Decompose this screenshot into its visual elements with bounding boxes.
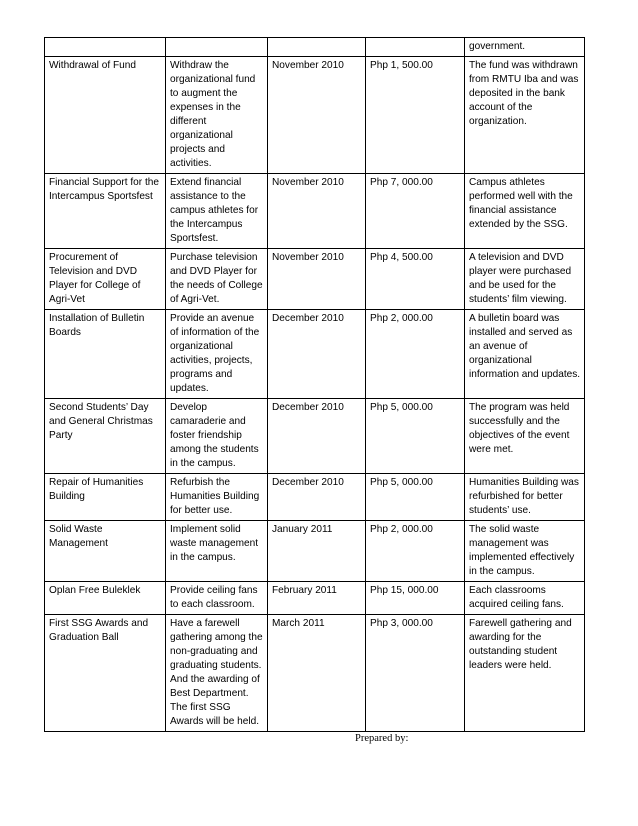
remarks-cell: Campus athletes performed well with the financial assistance extended by the SSG. xyxy=(465,174,585,249)
amount-cell: Php 3, 000.00 xyxy=(366,615,465,732)
project-cell: Financial Support for the Intercampus Sportsfest xyxy=(45,174,166,249)
accomplishment-table xyxy=(44,37,585,732)
project-cell: Oplan Free Buleklek xyxy=(45,582,166,615)
date-cell: February 2011 xyxy=(268,582,366,615)
table-row xyxy=(45,310,585,399)
remarks-cell: Humanities Building was refurbished for better students’ use. xyxy=(465,474,585,521)
project-cell: First SSG Awards and Graduation Ball xyxy=(45,615,166,732)
table-row xyxy=(45,582,585,615)
remarks-cell: A television and DVD player were purchased and be used for the students’ film viewing. xyxy=(465,249,585,310)
table-row xyxy=(45,615,585,732)
table-row xyxy=(45,521,585,582)
remarks-cell: The fund was withdrawn from RMTU Iba and was deposited in the bank account of the organization. xyxy=(465,57,585,174)
objective-cell: Provide ceiling fans to each classroom. xyxy=(166,582,268,615)
date-cell: January 2011 xyxy=(268,521,366,582)
objective-cell: Purchase television and DVD Player for the needs of College of Agri-Vet. xyxy=(166,249,268,310)
objective-cell: Provide an avenue of information of the organizational activities, projects, programs and updates. xyxy=(166,310,268,399)
project-cell: Second Students’ Day and General Christmas Party xyxy=(45,399,166,474)
amount-cell: Php 1, 500.00 xyxy=(366,57,465,174)
objective-cell xyxy=(166,38,268,57)
remarks-cell: Farewell gathering and awarding for the outstanding student leaders were held. xyxy=(465,615,585,732)
objective-cell: Withdraw the organizational fund to augment the expenses in the different organizational projects and activities. xyxy=(166,57,268,174)
objective-cell: Refurbish the Humanities Building for better use. xyxy=(166,474,268,521)
objective-cell: Have a farewell gathering among the non-graduating and graduating students. And the awarding of Best Department. The first SSG Awards will be held. xyxy=(166,615,268,732)
amount-cell: Php 7, 000.00 xyxy=(366,174,465,249)
date-cell: November 2010 xyxy=(268,174,366,249)
date-cell: December 2010 xyxy=(268,399,366,474)
project-cell: Repair of Humanities Building xyxy=(45,474,166,521)
remarks-cell: government. xyxy=(465,38,585,57)
remarks-cell: Each classrooms acquired ceiling fans. xyxy=(465,582,585,615)
objective-cell: Extend financial assistance to the campus athletes for the Intercampus Sportsfest. xyxy=(166,174,268,249)
remarks-cell: A bulletin board was installed and served as an avenue of organizational information and updates. xyxy=(465,310,585,399)
amount-cell: Php 5, 000.00 xyxy=(366,474,465,521)
remarks-cell: The solid waste management was implemented effectively in the campus. xyxy=(465,521,585,582)
project-cell: Withdrawal of Fund xyxy=(45,57,166,174)
date-cell: December 2010 xyxy=(268,310,366,399)
date-cell: November 2010 xyxy=(268,57,366,174)
project-cell: Installation of Bulletin Boards xyxy=(45,310,166,399)
objective-cell: Implement solid waste management in the campus. xyxy=(166,521,268,582)
project-cell xyxy=(45,38,166,57)
date-cell: March 2011 xyxy=(268,615,366,732)
continuation-row xyxy=(45,38,585,57)
table-row xyxy=(45,57,585,174)
date-cell xyxy=(268,38,366,57)
table-row xyxy=(45,474,585,521)
amount-cell: Php 4, 500.00 xyxy=(366,249,465,310)
table-body xyxy=(45,38,585,732)
table-row xyxy=(45,399,585,474)
table-row xyxy=(45,249,585,310)
amount-cell: Php 2, 000.00 xyxy=(366,521,465,582)
project-cell: Solid Waste Management xyxy=(45,521,166,582)
prepared-by-label: Prepared by: xyxy=(355,733,409,744)
date-cell: November 2010 xyxy=(268,249,366,310)
amount-cell xyxy=(366,38,465,57)
amount-cell: Php 2, 000.00 xyxy=(366,310,465,399)
date-cell: December 2010 xyxy=(268,474,366,521)
project-cell: Procurement of Television and DVD Player for College of Agri-Vet xyxy=(45,249,166,310)
amount-cell: Php 15, 000.00 xyxy=(366,582,465,615)
table-row xyxy=(45,174,585,249)
objective-cell: Develop camaraderie and foster friendship among the students in the campus. xyxy=(166,399,268,474)
remarks-cell: The program was held successfully and the objectives of the event were met. xyxy=(465,399,585,474)
amount-cell: Php 5, 000.00 xyxy=(366,399,465,474)
